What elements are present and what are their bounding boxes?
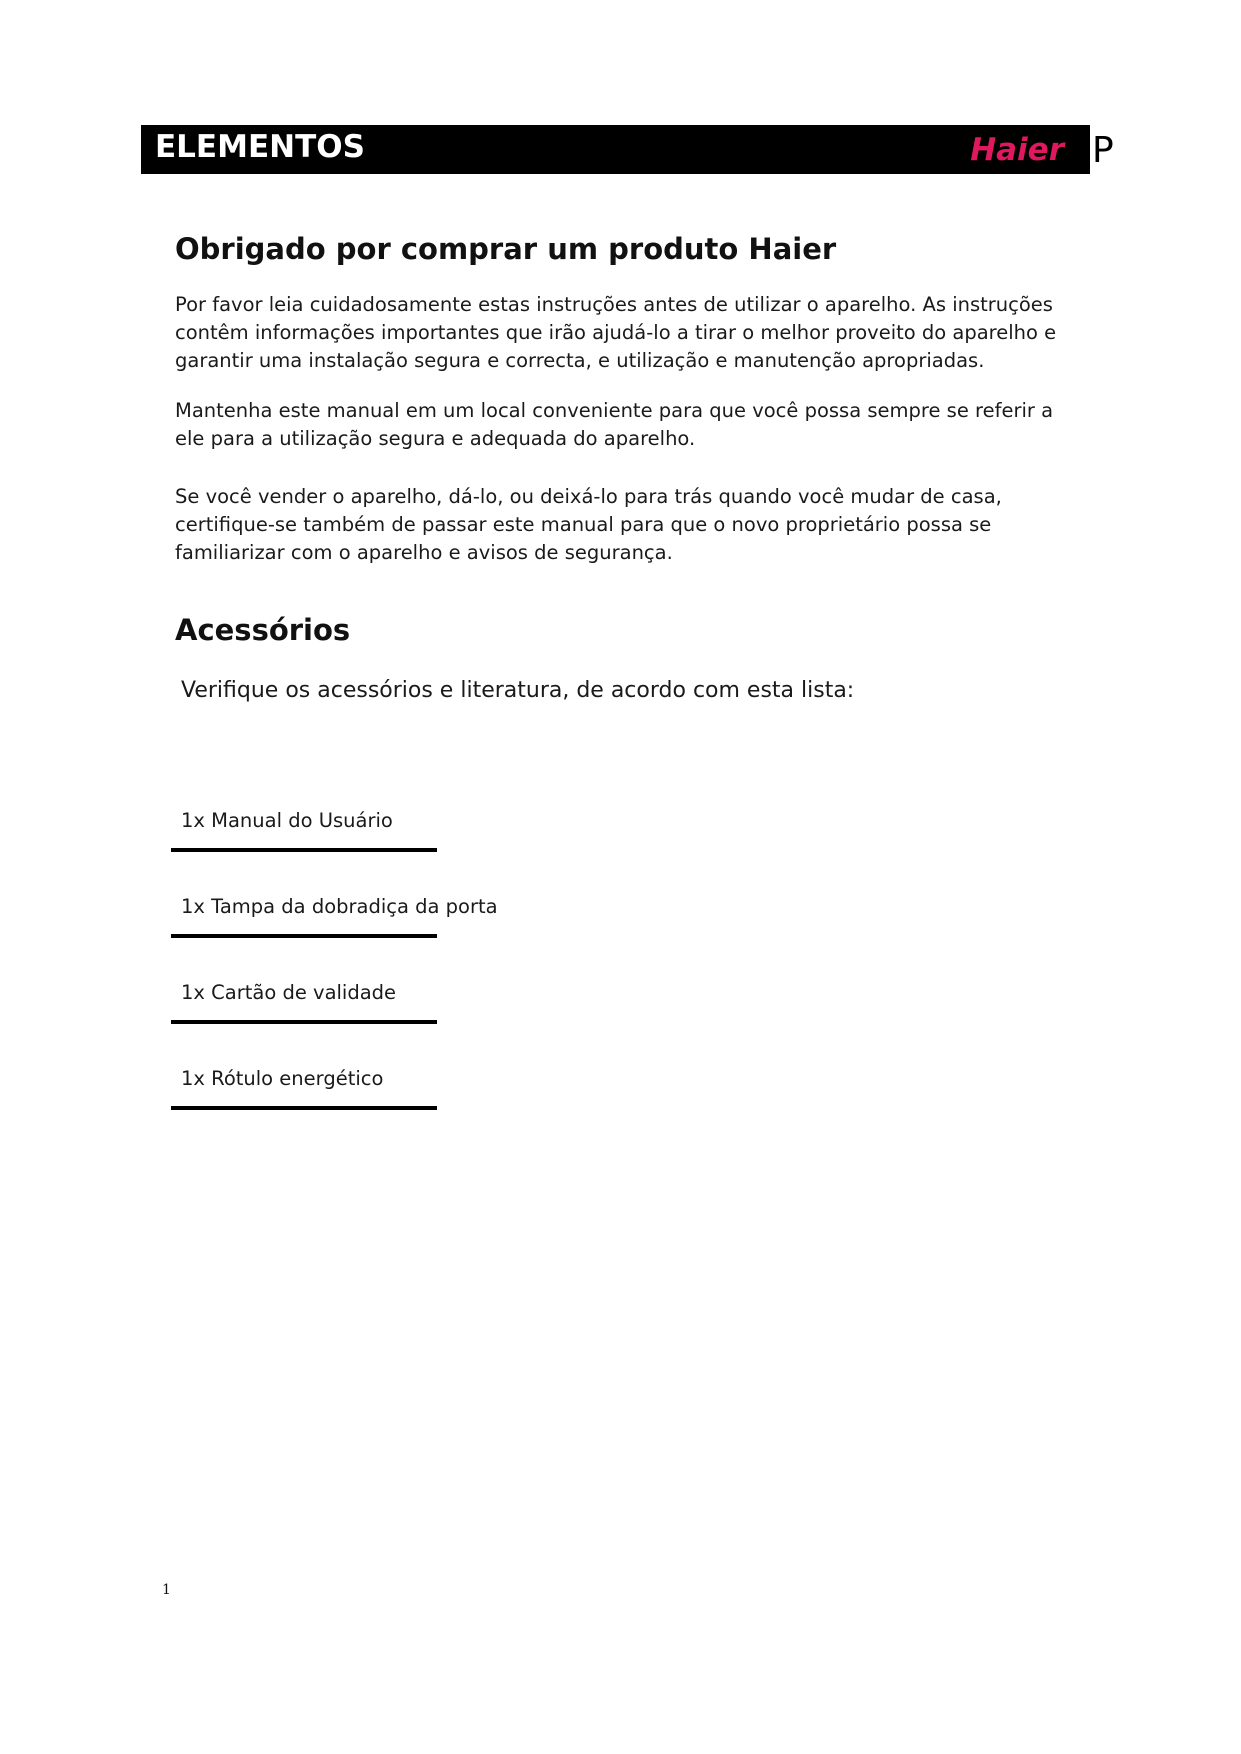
- intro-paragraph-1: Por favor leia cuidadosamente estas instruções antes de utilizar o aparelho. As instruções contêm informações importantes que irão ajudá-lo a tirar o melhor proveito do aparelho e garantir uma instalação segura e correcta, e utilização e manutenção apropriadas.: [175, 293, 1057, 372]
- header-title: ELEMENTOS: [155, 129, 365, 165]
- intro-paragraph-3: Se você vender o aparelho, dá-lo, ou deixá-lo para trás quando você mudar de casa, certifique-se também de passar este manual para que o novo proprietário possa se familiarizar com o aparelho e avisos de segurança.: [175, 485, 1002, 564]
- intro-paragraph-2: Mantenha este manual em um local conveniente para que você possa sempre se referir a ele para a utilização segura e adequada do aparelho.: [175, 399, 1054, 450]
- page-number: 1: [162, 1582, 171, 1598]
- intro-title: Obrigado por comprar um produto Haier: [175, 232, 837, 266]
- list-item: [171, 886, 498, 972]
- divider: [171, 934, 437, 938]
- language-tag: P: [1092, 130, 1114, 171]
- divider: [171, 1020, 437, 1024]
- accessories-intro: Verifique os acessórios e literatura, de acordo com esta lista:: [181, 678, 855, 703]
- accessories-title: Acessórios: [175, 613, 351, 647]
- divider: [171, 1106, 437, 1110]
- brand-logo: Haier: [970, 132, 1064, 168]
- accessory-label: 1x Manual do Usuário: [181, 809, 393, 832]
- accessory-label: 1x Rótulo energético: [181, 1067, 384, 1090]
- accessory-label: 1x Tampa da dobradiça da porta: [181, 895, 498, 918]
- accessories-list: [171, 800, 498, 1144]
- divider: [171, 848, 437, 852]
- header-bar: [141, 125, 1090, 174]
- list-item: [171, 800, 437, 886]
- list-item: [171, 972, 437, 1058]
- list-item: [171, 1058, 437, 1144]
- accessory-label: 1x Cartão de validade: [181, 981, 397, 1004]
